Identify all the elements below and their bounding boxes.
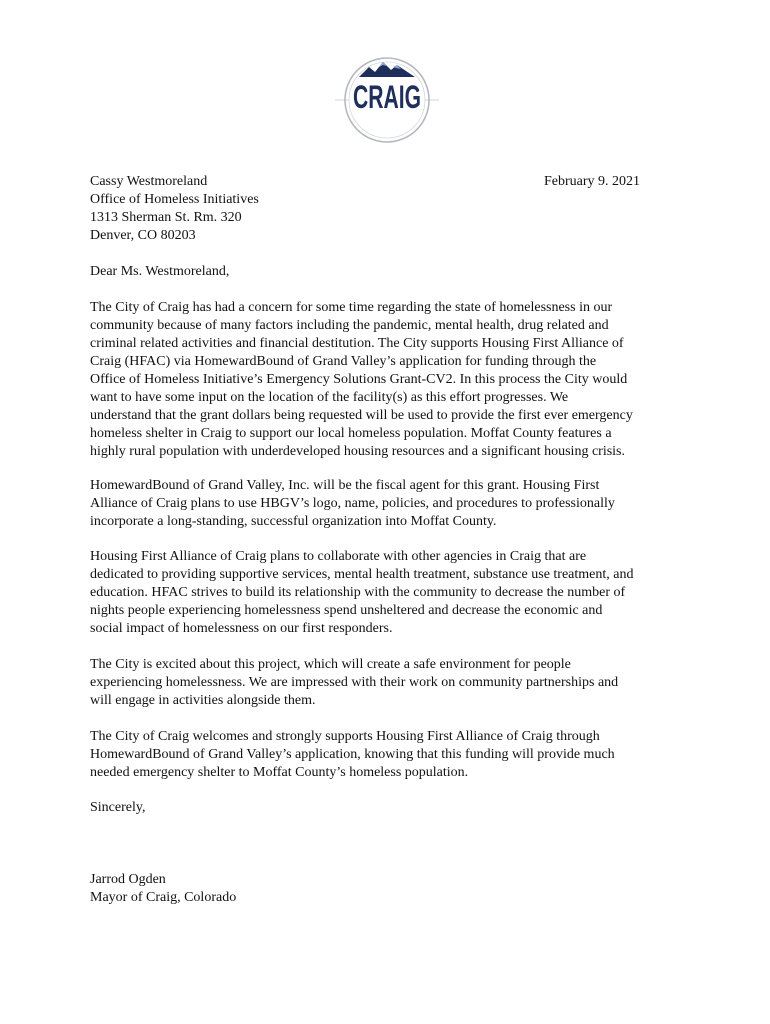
signer-title: Mayor of Craig, Colorado bbox=[90, 890, 237, 905]
paragraph-line: The City of Craig welcomes and strongly supports Housing First Alliance of Craig through bbox=[90, 729, 600, 744]
salutation: Dear Ms. Westmoreland, bbox=[90, 264, 230, 279]
paragraph-line: community because of many factors including the pandemic, mental health, drug related and bbox=[90, 318, 609, 333]
paragraph-line: The City is excited about this project, which will create a safe environment for people bbox=[90, 657, 571, 672]
paragraph-line: Office of Homeless Initiative’s Emergency Solutions Grant-CV2. In this process the City would bbox=[90, 372, 628, 387]
body-paragraph-4 bbox=[90, 656, 690, 710]
recipient-city: Denver, CO 80203 bbox=[90, 228, 196, 243]
paragraph-line: nights people experiencing homelessness spend unsheltered and decrease the economic and bbox=[90, 603, 603, 618]
signer-name: Jarrod Ogden bbox=[90, 872, 166, 887]
closing: Sincerely, bbox=[90, 800, 146, 815]
body-paragraph-3 bbox=[90, 548, 690, 638]
paragraph-line: HomewardBound of Grand Valley’s application, knowing that this funding will provide much bbox=[90, 747, 615, 762]
paragraph-line: will engage in activities alongside them. bbox=[90, 693, 316, 708]
paragraph-line: Housing First Alliance of Craig plans to collaborate with other agencies in Craig that are bbox=[90, 549, 587, 564]
paragraph-line: The City of Craig has had a concern for some time regarding the state of homelessness in our bbox=[90, 300, 613, 315]
body-paragraph-2 bbox=[90, 477, 690, 531]
recipient-office: Office of Homeless Initiatives bbox=[90, 192, 259, 207]
paragraph-line: education. HFAC strives to build its relationship with the community to decrease the number of bbox=[90, 585, 626, 600]
paragraph-line: needed emergency shelter to Moffat County’s homeless population. bbox=[90, 765, 469, 780]
paragraph-line: want to have some input on the location of the facility(s) as this effort progresses. We bbox=[90, 390, 569, 405]
paragraph-line: dedicated to providing supportive services, mental health treatment, substance use treatment, and bbox=[90, 567, 634, 582]
signature-block bbox=[90, 871, 236, 907]
paragraph-line: social impact of homelessness on our first responders. bbox=[90, 621, 393, 636]
recipient-name: Cassy Westmoreland bbox=[90, 174, 208, 189]
paragraph-line: understand that the grant dollars being requested will be used to provide the first ever emergency bbox=[90, 408, 633, 423]
recipient-street: 1313 Sherman St. Rm. 320 bbox=[90, 210, 242, 225]
recipient-address bbox=[90, 173, 259, 245]
paragraph-line: Alliance of Craig plans to use HBGV’s logo, name, policies, and procedures to professionally bbox=[90, 496, 615, 511]
paragraph-line: highly rural population with underdeveloped housing resources and a significant housing crisis. bbox=[90, 444, 626, 459]
city-of-craig-logo bbox=[325, 55, 449, 155]
paragraph-line: incorporate a long-standing, successful organization into Moffat County. bbox=[90, 514, 497, 529]
letter-date: February 9. 2021 bbox=[544, 174, 641, 189]
paragraph-line: Craig (HFAC) via HomewardBound of Grand Valley’s application for funding through the bbox=[90, 354, 597, 369]
body-paragraph-1 bbox=[90, 299, 690, 461]
paragraph-line: criminal related activities and financial destitution. The City supports Housing First Alliance of bbox=[90, 336, 624, 351]
body-paragraph-5 bbox=[90, 728, 690, 782]
paragraph-line: HomewardBound of Grand Valley, Inc. will be the fiscal agent for this grant. Housing First bbox=[90, 478, 600, 493]
paragraph-line: experiencing homelessness. We are impressed with their work on community partnerships and bbox=[90, 675, 619, 690]
svg-text:CRAIG: CRAIG bbox=[353, 79, 421, 115]
paragraph-line: homeless shelter in Craig to support our local homeless population. Moffat County features a bbox=[90, 426, 612, 441]
